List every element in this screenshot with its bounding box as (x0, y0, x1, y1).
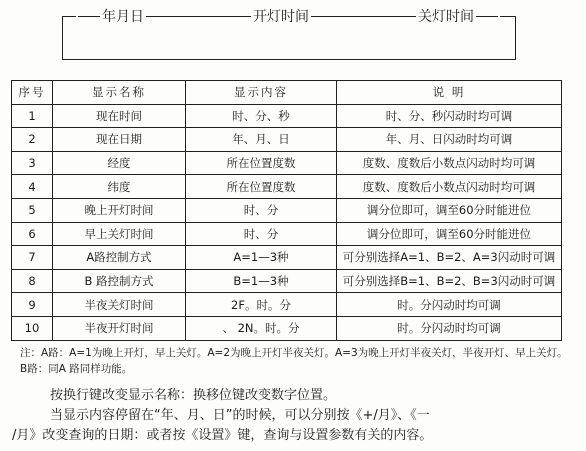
cell-content: 时、分、秒 (186, 104, 337, 128)
col-desc: 说 明 (337, 81, 562, 105)
title-on-time: 开灯时间 (253, 9, 309, 25)
settings-table (11, 80, 562, 341)
cell-desc: 度数、度数后小数点闪动时均可调 (337, 151, 562, 175)
table-row (12, 293, 562, 317)
instruction-paragraph (12, 386, 572, 446)
cell-content: B=1—3种 (186, 269, 337, 293)
cell-name: 半夜关灯时间 (53, 293, 186, 317)
table-row (12, 175, 562, 199)
dash-line (476, 16, 498, 17)
cell-no: 4 (12, 175, 53, 199)
cell-content: 时、分 (186, 198, 337, 222)
cell-desc: 时、分、秒闪动时均可调 (337, 104, 562, 128)
cell-desc: 调分位即可，调至60分时能进位 (337, 222, 562, 246)
cell-no: 9 (12, 293, 53, 317)
col-name: 显示名称 (53, 81, 186, 105)
cell-desc: 可分别选择B=1、B=2、B=3闪动时可调 (337, 269, 562, 293)
cell-name: 纬度 (53, 175, 186, 199)
table-row (12, 316, 562, 340)
cell-desc: 可分别选择A=1、B=2、A=3闪动时可调 (337, 246, 562, 270)
cell-content: 所在位置度数 (186, 151, 337, 175)
title-year-month-day: 年月日 (102, 9, 144, 25)
footnote: 注：A路：A=1为晚上开灯，早上关灯。A=2为晚上开灯半夜关灯。A=3为晚上开灯半夜关灯，半夜开灯、早上关灯。B路：同A 路同样功能。 (20, 347, 568, 375)
frame-title (76, 6, 500, 26)
cell-no: 1 (12, 104, 53, 128)
cell-no: 7 (12, 246, 53, 270)
cell-name: B 路控制方式 (53, 269, 186, 293)
table-row (12, 222, 562, 246)
cell-no: 5 (12, 198, 53, 222)
cell-desc: 年、月、日闪动时均可调 (337, 128, 562, 152)
cell-name: 经度 (53, 151, 186, 175)
cell-no: 3 (12, 151, 53, 175)
table-header-row (12, 81, 562, 105)
col-content: 显示内容 (186, 81, 337, 105)
cell-content: 时、分 (186, 222, 337, 246)
cell-content: 2F。时。分 (186, 293, 337, 317)
dash-line (146, 16, 251, 17)
table-row (12, 128, 562, 152)
cell-name: 现在时间 (53, 104, 186, 128)
cell-content: A=1—3种 (186, 246, 337, 270)
cell-no: 6 (12, 222, 53, 246)
cell-no: 2 (12, 128, 53, 152)
table-row (12, 104, 562, 128)
table-row (12, 269, 562, 293)
instruction-line: 当显示内容停留在“年、月、日”的时候，可以分别按《+/月》、《一 (50, 408, 430, 423)
cell-name: A路控制方式 (53, 246, 186, 270)
cell-name: 晚上开灯时间 (53, 198, 186, 222)
col-no: 序号 (12, 81, 53, 105)
instruction-line: 按换行键改变显示名称：换移位键改变数字位置。 (50, 388, 337, 403)
cell-desc: 时。分闪动时均可调 (337, 293, 562, 317)
cell-content: 年、月、日 (186, 128, 337, 152)
cell-desc: 度数、度数后小数点闪动时均可调 (337, 175, 562, 199)
dash-line (311, 16, 416, 17)
cell-content: 、 2N。时。分 (186, 316, 337, 340)
table-row (12, 198, 562, 222)
cell-name: 半夜开灯时间 (53, 316, 186, 340)
table-row (12, 246, 562, 270)
cell-no: 10 (12, 316, 53, 340)
cell-content: 所在位置度数 (186, 175, 337, 199)
table-row (12, 151, 562, 175)
instruction-line: /月》改变查询的日期：或者按《设置》键，查询与设置参数有关的内容。 (12, 428, 433, 443)
cell-desc: 时。分闪动时均可调 (337, 316, 562, 340)
dash-line (78, 16, 100, 17)
cell-name: 早上关灯时间 (53, 222, 186, 246)
cell-desc: 调分位即可，调至60分时能进位 (337, 198, 562, 222)
title-off-time: 关灯时间 (418, 9, 474, 25)
cell-no: 8 (12, 269, 53, 293)
cell-name: 现在日期 (53, 128, 186, 152)
